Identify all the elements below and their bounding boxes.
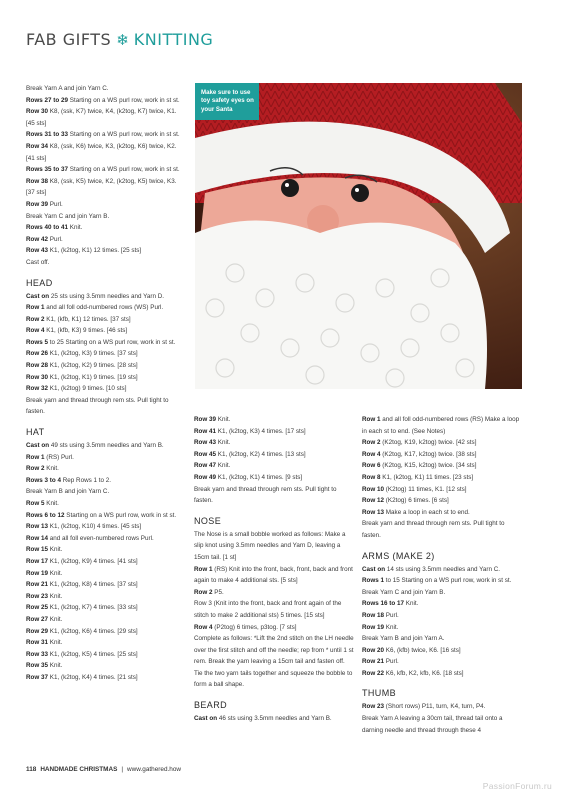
pattern-line — [26, 452, 186, 464]
pattern-line — [26, 591, 186, 603]
pattern-line — [362, 701, 522, 713]
row-label: Row 2 — [194, 588, 213, 596]
row-label: Cast on — [362, 565, 386, 573]
row-instruction: Knit. — [68, 224, 83, 232]
row-instruction: Purl. — [384, 658, 399, 666]
row-label: Row 1 — [26, 304, 45, 312]
row-instruction: K8, (ssk, K7) twice, K4, (k2tog, K7) twice, K1. [45 sts] — [26, 108, 177, 127]
page-number: 118 — [26, 766, 37, 773]
pattern-line — [26, 360, 186, 372]
pattern-line — [194, 713, 354, 725]
row-label: Row 37 — [26, 673, 49, 681]
pattern-line — [26, 568, 186, 580]
pattern-line — [362, 437, 522, 449]
pattern-line — [194, 622, 354, 634]
row-label: Row 34 — [26, 142, 49, 150]
row-instruction: and all foll even-numbered rows Purl. — [48, 534, 154, 542]
pattern-line — [26, 556, 186, 568]
row-label: Row 12 — [362, 497, 385, 505]
row-instruction: K6, (kfb) twice, K6. [16 sts] — [384, 646, 461, 654]
row-label: Row 38 — [26, 177, 49, 185]
row-instruction: K1, (k2tog, K2) 9 times. [28 sts] — [48, 362, 138, 370]
row-instruction: Purl. — [48, 235, 63, 243]
row-instruction: Starting on a WS purl row, work in st st. — [68, 96, 180, 104]
pattern-line — [362, 622, 522, 634]
row-label: Rows 3 to 4 — [26, 476, 61, 484]
section-label-fab-gifts: FAB GIFTS — [26, 30, 112, 49]
pattern-line — [26, 637, 186, 649]
row-label: Row 49 — [194, 473, 217, 481]
row-label: Row 20 — [362, 646, 385, 654]
left-eye — [281, 179, 299, 197]
row-instruction: Knit. — [216, 416, 231, 423]
pattern-line — [362, 587, 522, 599]
pattern-line — [194, 598, 354, 621]
pattern-line — [26, 106, 186, 129]
row-instruction: Purl. — [48, 200, 63, 208]
pattern-line — [194, 529, 354, 564]
row-label: Rows 35 to 37 — [26, 166, 68, 174]
row-label: Row 32 — [26, 385, 49, 393]
row-instruction: (Short rows) P11, turn, K4, turn, P4. — [384, 703, 486, 711]
row-label: Row 23 — [26, 592, 49, 600]
row-label: Row 17 — [26, 557, 49, 565]
row-instruction: Knit. — [44, 500, 59, 507]
pattern-line — [26, 498, 186, 510]
pattern-line — [362, 507, 522, 519]
row-label: Row 45 — [194, 450, 217, 458]
row-label: Row 26 — [26, 350, 49, 358]
row-instruction: Break yarn and thread through rem sts. Pull tight to fasten. — [362, 520, 505, 539]
section-heading: HAT — [26, 427, 45, 438]
pattern-line — [194, 449, 354, 461]
section-heading: BEARD — [194, 700, 228, 711]
pattern-line — [26, 614, 186, 626]
row-instruction: Knit. — [48, 546, 63, 554]
pattern-line — [362, 598, 522, 610]
row-instruction: Break Yarn C and join Yarn B. — [26, 212, 110, 220]
row-label: Row 41 — [194, 427, 217, 435]
pattern-line — [362, 645, 522, 657]
row-instruction: Knit. — [216, 439, 231, 447]
pattern-column-1 — [26, 83, 186, 684]
row-label: Row 21 — [26, 581, 49, 589]
row-instruction: K1, (k2tog, K5) 4 times. [25 sts] — [48, 650, 138, 658]
row-instruction: 14 sts using 3.5mm needles and Yarn C. — [385, 565, 501, 573]
pattern-line — [362, 610, 522, 622]
row-label: Row 43 — [26, 247, 49, 255]
row-instruction: Make a loop in each st to end. — [384, 508, 470, 516]
pattern-line — [26, 533, 186, 545]
row-instruction: (K2tog, K17, k2tog) twice. [38 sts] — [380, 450, 477, 458]
pattern-line — [362, 713, 522, 736]
row-instruction: Knit. — [48, 639, 63, 647]
row-label: Row 18 — [362, 611, 385, 619]
pattern-line — [26, 660, 186, 672]
row-instruction: K1, (k2tog, K10) 4 times. [45 sts] — [48, 523, 142, 531]
row-instruction: Break yarn and thread through rem sts. Pull tight to fasten. — [26, 396, 169, 416]
row-instruction: Cast off. — [26, 258, 50, 266]
pattern-line — [194, 460, 354, 472]
row-instruction: Row 3 (Knit into the front, back and front again of the stitch to make 2 additional sts) 5 times. [15 sts] — [194, 600, 342, 619]
row-label: Row 8 — [362, 473, 381, 481]
pattern-line — [26, 440, 186, 452]
row-instruction: Break Yarn C and join Yarn B. — [362, 588, 446, 596]
pattern-line — [362, 564, 522, 576]
pattern-line — [26, 199, 186, 211]
row-instruction: K1, (k2tog, K1) 12 times. [25 sts] — [48, 247, 142, 255]
pattern-line — [26, 257, 186, 269]
row-instruction: K1, (k2tog, K3) 4 times. [17 sts] — [216, 427, 306, 435]
row-label: Row 2 — [26, 465, 45, 473]
pattern-line — [362, 449, 522, 461]
pattern-line — [194, 484, 354, 507]
row-instruction: Break yarn and thread through rem sts. Pull tight to fasten. — [194, 485, 337, 505]
row-label: Row 2 — [26, 315, 45, 323]
row-instruction: K1, (kfb, K3) 9 times. [46 sts] — [44, 327, 128, 335]
row-instruction: Knit. — [48, 615, 63, 623]
pattern-line — [26, 302, 186, 314]
santa-photo — [195, 83, 522, 389]
pattern-line — [26, 129, 186, 141]
row-label: Row 14 — [26, 534, 49, 542]
pattern-line — [194, 414, 354, 426]
row-instruction: K1, (k2tog, K1) 4 times. [9 sts] — [216, 473, 303, 481]
pattern-line — [26, 348, 186, 360]
row-label: Rows 5 — [26, 338, 49, 346]
row-instruction: The Nose is a small bobble worked as follows: Make a slip knot using 3.5mm needles and Yarn D, leaving a 15cm tail. [1 st] — [194, 530, 346, 561]
row-label: Rows 6 to 12 — [26, 511, 65, 519]
pattern-line — [26, 579, 186, 591]
row-instruction: Break Yarn A leaving a 30cm tail, thread tail onto a darning needle and thread through these 4 — [362, 715, 503, 734]
row-instruction: K1, (k2tog, K4) 4 times. [21 sts] — [48, 673, 138, 681]
pattern-line — [26, 372, 186, 384]
row-instruction: and all foll odd-numbered rows (RS) Make a loop in each st to end. (See Notes) — [362, 416, 520, 435]
row-label: Row 15 — [26, 546, 49, 554]
row-label: Row 4 — [362, 450, 381, 458]
pattern-line — [26, 176, 186, 199]
row-label: Rows 1 — [362, 577, 385, 585]
pattern-line — [26, 245, 186, 257]
row-instruction: 25 sts using 3.5mm needles and Yarn D. — [49, 292, 165, 300]
row-instruction: Purl. — [384, 611, 399, 619]
pattern-line — [26, 649, 186, 661]
page-footer — [26, 766, 181, 773]
row-label: Row 1 — [26, 453, 45, 461]
row-label: Cast on — [26, 442, 50, 450]
pattern-line — [362, 484, 522, 496]
row-instruction: Knit. — [216, 462, 231, 470]
row-instruction: and all foll odd-numbered rows (WS) Purl. — [44, 304, 164, 312]
pattern-line — [26, 95, 186, 107]
pattern-line — [26, 672, 186, 684]
pattern-line — [362, 414, 522, 437]
section-heading: ARMS (MAKE 2) — [362, 550, 435, 561]
pattern-line — [194, 564, 354, 587]
row-instruction: K1, (k2tog, K6) 4 times. [29 sts] — [48, 627, 138, 635]
row-instruction: K1, (k2tog, K3) 9 times. [37 sts] — [48, 350, 138, 358]
santa-illustration — [195, 83, 522, 389]
pattern-line — [26, 463, 186, 475]
row-instruction: K8, (ssk, K6) twice, K3, (k2tog, K6) twice, K2. [41 sts] — [26, 142, 177, 162]
row-instruction: (K2tog, K19, k2tog) twice. [42 sts] — [380, 439, 477, 447]
row-label: Row 13 — [26, 523, 49, 531]
pattern-line — [362, 495, 522, 507]
row-instruction: Knit. — [44, 465, 59, 473]
row-label: Row 13 — [362, 508, 385, 516]
row-label: Row 4 — [194, 623, 213, 631]
row-label: Row 31 — [26, 639, 49, 647]
pattern-line — [362, 518, 522, 541]
row-label: Row 2 — [362, 439, 381, 447]
pattern-line — [26, 395, 186, 418]
pattern-line — [26, 83, 186, 95]
row-instruction: P5. — [212, 588, 224, 596]
pattern-line — [362, 575, 522, 587]
pattern-line — [26, 314, 186, 326]
row-label: Row 33 — [26, 650, 49, 658]
pattern-column-2 — [194, 414, 354, 725]
row-instruction: Break Yarn B and join Yarn A. — [362, 635, 445, 643]
row-label: Rows 27 to 29 — [26, 96, 68, 104]
pattern-line — [26, 234, 186, 246]
row-instruction: (P2tog) 6 times, p3tog. [7 sts] — [212, 623, 297, 631]
pattern-line — [26, 211, 186, 223]
row-instruction: (K2tog) 11 times, K1. [12 sts] — [384, 485, 467, 493]
section-label-knitting: KNITTING — [133, 30, 214, 49]
pattern-line — [26, 521, 186, 533]
row-instruction: K1, (k2tog, K8) 4 times. [37 sts] — [48, 581, 138, 589]
row-instruction: K1, (k2tog, K9) 4 times. [41 sts] — [48, 557, 138, 565]
row-instruction: to 15 Starting on a WS purl row, work in st st. — [384, 577, 512, 585]
safety-eyes-callout: Make sure to use toy safety eyes on your Santa — [195, 83, 259, 120]
section-heading: NOSE — [194, 515, 222, 526]
pattern-line — [26, 544, 186, 556]
pattern-line — [194, 437, 354, 449]
pattern-line — [194, 426, 354, 438]
section-heading: THUMB — [362, 688, 396, 699]
row-instruction: Knit. — [404, 600, 419, 608]
pattern-line — [362, 460, 522, 472]
row-instruction: Starting on a WS purl row, work in st st. — [64, 511, 177, 519]
pattern-line — [26, 626, 186, 638]
magazine-title: HANDMADE CHRISTMAS — [40, 766, 118, 773]
row-label: Cast on — [194, 715, 218, 723]
row-label: Row 4 — [26, 327, 45, 335]
row-instruction: 49 sts using 3.5mm needles and Yarn B. — [49, 442, 164, 450]
row-instruction: Break Yarn B and join Yarn C. — [26, 488, 110, 496]
row-label: Row 39 — [26, 200, 49, 208]
pattern-line — [26, 291, 186, 303]
pattern-line — [26, 325, 186, 337]
row-label: Rows 16 to 17 — [362, 600, 404, 608]
row-instruction: (RS) Purl. — [44, 453, 74, 461]
row-label: Row 35 — [26, 662, 49, 670]
row-instruction: Knit. — [48, 569, 63, 577]
row-label: Row 5 — [26, 500, 45, 507]
row-label: Row 19 — [26, 569, 49, 577]
row-instruction: (K2tog, K15, k2tog) twice. [34 sts] — [380, 462, 477, 470]
row-instruction: Starting on a WS purl row, work in st st. — [68, 131, 180, 139]
pattern-line — [26, 510, 186, 522]
pattern-line — [26, 383, 186, 395]
row-label: Row 23 — [362, 703, 385, 711]
row-instruction: Rep Rows 1 to 2. — [61, 476, 112, 484]
section-heading: HEAD — [26, 277, 53, 288]
pattern-line — [194, 633, 354, 691]
row-instruction: Starting on a WS purl row, work in st st. — [68, 166, 180, 174]
footer-separator: | — [121, 766, 124, 773]
pattern-line — [362, 633, 522, 645]
row-label: Cast on — [26, 292, 50, 300]
row-instruction: Complete as follows: *Lift the 2nd stitch on the LH needle over the first stitch and off the needle; rep from * until 1 st rem. Break the yarn leaving a 15cm tail and fasten off. Tie the two yarn tails together and squeeze the bobble to form a ball shape. — [194, 635, 354, 689]
row-instruction: K1, (k2tog, K7) 4 times. [33 sts] — [48, 604, 138, 612]
row-label: Row 6 — [362, 462, 381, 470]
row-label: Row 22 — [362, 669, 385, 677]
row-instruction: Knit. — [48, 662, 63, 670]
row-label: Row 30 — [26, 373, 49, 381]
pattern-line — [362, 656, 522, 668]
row-instruction: (K2tog) 6 times. [6 sts] — [384, 497, 449, 505]
row-label: Row 27 — [26, 615, 49, 623]
row-instruction: K6, kfb, K2, kfb, K6. [18 sts] — [384, 669, 464, 677]
pattern-line — [26, 141, 186, 164]
row-label: Row 28 — [26, 362, 49, 370]
row-label: Row 29 — [26, 627, 49, 635]
row-label: Rows 40 to 41 — [26, 224, 68, 232]
row-label: Row 30 — [26, 108, 49, 116]
row-instruction: to 25 Starting on a WS purl row, work in st st. — [48, 338, 176, 346]
pattern-line — [362, 472, 522, 484]
row-label: Row 25 — [26, 604, 49, 612]
pattern-line — [26, 222, 186, 234]
row-label: Rows 31 to 33 — [26, 131, 68, 139]
row-instruction: K1, (k2tog, K1) 9 times. [19 sts] — [48, 373, 138, 381]
row-instruction: K1, (k2tog) 9 times. [10 sts] — [48, 385, 127, 393]
row-instruction: 46 sts using 3.5mm needles and Yarn B. — [217, 715, 332, 723]
row-instruction: Knit. — [48, 592, 63, 600]
row-instruction: Break Yarn A and join Yarn C. — [26, 85, 109, 92]
snowflake-icon: ❄ — [116, 31, 129, 49]
row-instruction: (RS) Knit into the front, back, front, back and front again to make 4 additional sts. [5 sts] — [194, 565, 353, 585]
pattern-line — [26, 164, 186, 176]
row-instruction: K1, (kfb, K1) 12 times. [37 sts] — [44, 315, 131, 323]
pattern-column-3 — [362, 414, 522, 736]
watermark: PassionForum.ru — [482, 781, 552, 791]
row-label: Row 19 — [362, 623, 385, 631]
pattern-line — [26, 337, 186, 349]
row-instruction: K1, (k2tog, K1) 11 times. [23 sts] — [380, 473, 474, 481]
row-label: Row 1 — [194, 565, 213, 573]
row-label: Row 42 — [26, 235, 49, 243]
pattern-line — [26, 602, 186, 614]
row-instruction: K1, (k2tog, K2) 4 times. [13 sts] — [216, 450, 306, 458]
pattern-line — [26, 486, 186, 498]
row-label: Row 39 — [194, 416, 217, 423]
row-label: Row 10 — [362, 485, 385, 493]
pattern-line — [194, 587, 354, 599]
pattern-line — [26, 475, 186, 487]
row-label: Row 1 — [362, 416, 381, 423]
row-label: Row 21 — [362, 658, 385, 666]
beard — [195, 221, 487, 390]
right-eye — [351, 184, 369, 202]
row-label: Row 43 — [194, 439, 217, 447]
pattern-line — [362, 668, 522, 680]
row-instruction: K8, (ssk, K5) twice, K2, (k2tog, K5) twice, K3. [37 sts] — [26, 177, 177, 197]
website-url: www.gathered.how — [127, 766, 182, 773]
row-label: Row 47 — [194, 462, 217, 470]
row-instruction: Knit. — [384, 623, 399, 631]
section-header — [26, 30, 213, 49]
pattern-line — [194, 472, 354, 484]
